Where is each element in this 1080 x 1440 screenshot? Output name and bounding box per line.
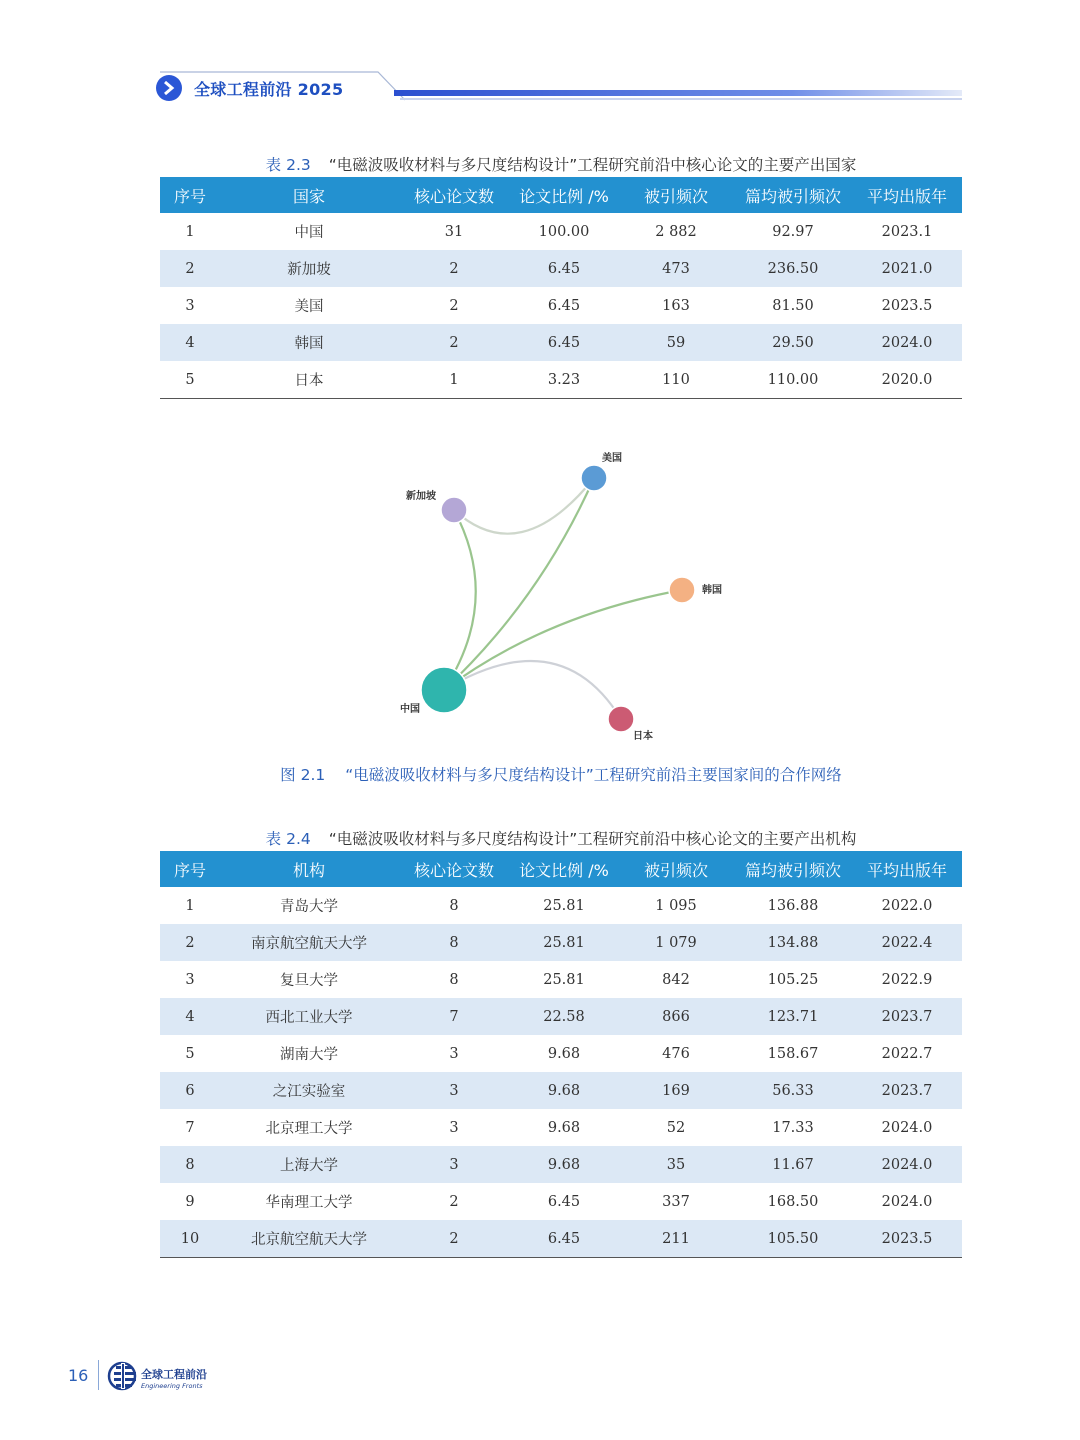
column-header: 机构: [220, 851, 398, 887]
table-number: 表 2.4: [265, 830, 311, 848]
table-cell: 4: [160, 998, 220, 1035]
table-cell: 北京航空航天大学: [220, 1220, 398, 1258]
table-cell: 123.71: [734, 998, 852, 1035]
table-cell: 25.81: [543, 897, 585, 914]
table-cell: 9.68: [510, 1146, 618, 1183]
table-cell: 163: [662, 297, 690, 314]
table-cell: 1 095: [655, 897, 697, 914]
table-cell: 1: [185, 223, 195, 240]
table-cell: 211: [618, 1220, 734, 1258]
table-cell: 168.50: [767, 1193, 819, 1210]
table-cell: 6: [160, 1072, 220, 1109]
table-cell: 6.45: [547, 297, 581, 314]
table-cell: 3: [185, 297, 195, 314]
network-node-usa: [581, 465, 607, 491]
table-cell: 2 882: [655, 223, 697, 240]
table-cell: 6.45: [510, 324, 618, 361]
table-cell: 2022.0: [881, 897, 933, 914]
table-cell: 之江实验室: [220, 1072, 398, 1109]
network-node-korea: [669, 577, 695, 603]
institutions-table: [160, 851, 962, 1258]
figure-title: “电磁波吸收材料与多尺度结构设计”工程研究前沿主要国家间的合作网络: [345, 766, 842, 784]
figure-number: 图 2.1: [280, 766, 326, 784]
table-cell: 6.45: [510, 250, 618, 287]
table-row: [160, 998, 962, 1035]
table-cell: 2: [398, 250, 510, 287]
table-cell: 8: [160, 1146, 220, 1183]
table-cell: 复旦大学: [280, 973, 338, 989]
table-cell: 新加坡: [220, 250, 398, 287]
table-cell: 2023.1: [881, 223, 933, 240]
table-title: “电磁波吸收材料与多尺度结构设计”工程研究前沿中核心论文的主要产出机构: [328, 830, 857, 848]
figure-caption: [160, 763, 962, 785]
footer-logo-subtext: Engineering Fronts: [141, 1382, 203, 1390]
table-caption: [160, 827, 962, 849]
table-cell: 7: [185, 1119, 195, 1136]
table-cell: 11.67: [734, 1146, 852, 1183]
table-cell: 3: [185, 971, 195, 988]
table-cell: 3: [449, 1045, 459, 1062]
table-cell: 134.88: [734, 924, 852, 961]
network-link-china-japan: [444, 661, 621, 719]
table-cell: 31: [444, 223, 464, 240]
table-cell: 5: [160, 361, 220, 399]
table-cell: 5: [185, 1045, 195, 1062]
table-cell: 湖南大学: [280, 1047, 338, 1063]
network-link-singapore-usa: [454, 478, 594, 534]
table-cell: 9.68: [547, 1119, 581, 1136]
network-node-label: 中国: [400, 704, 420, 715]
table-cell: 1: [185, 897, 195, 914]
network-link-china-korea: [444, 590, 682, 690]
table-cell: 2: [449, 297, 459, 314]
table-cell: 北京理工大学: [265, 1121, 353, 1137]
table-cell: 2022.4: [852, 924, 962, 961]
column-header: 序号: [160, 177, 220, 213]
table-cell: 92.97: [772, 223, 814, 240]
table-cell: 29.50: [734, 324, 852, 361]
table-cell: 59: [618, 324, 734, 361]
table-row: [160, 1072, 962, 1109]
column-header: 平均出版年: [852, 851, 962, 887]
table-cell: 2024.0: [881, 1193, 933, 1210]
table-cell: 473: [618, 250, 734, 287]
table-cell: 美国: [294, 299, 324, 315]
table-cell: 2020.0: [852, 361, 962, 399]
table-cell: 1: [398, 361, 510, 399]
table-row: [160, 887, 962, 924]
table-cell: 南京航空航天大学: [220, 924, 398, 961]
table-cell: 100.00: [538, 223, 590, 240]
network-node-label: 韩国: [702, 585, 722, 596]
column-header: 被引频次: [618, 851, 734, 887]
table-cell: 2024.0: [852, 1146, 962, 1183]
table-cell: 3: [398, 1072, 510, 1109]
table-cell: 4: [160, 324, 220, 361]
table-cell: 2: [160, 250, 220, 287]
page-number: 16: [68, 1366, 89, 1385]
table-title: “电磁波吸收材料与多尺度结构设计”工程研究前沿中核心论文的主要产出国家: [328, 156, 857, 174]
table-row: [160, 961, 962, 998]
table-cell: 青岛大学: [280, 899, 338, 915]
table-cell: 1 079: [618, 924, 734, 961]
table-cell: 158.67: [767, 1045, 819, 1062]
network-node-singapore: [441, 497, 467, 523]
table-cell: 105.25: [767, 971, 819, 988]
table-row: [160, 1146, 962, 1183]
table-cell: 169: [618, 1072, 734, 1109]
column-header: 核心论文数: [398, 177, 510, 213]
table-cell: 2: [449, 1193, 459, 1210]
table-cell: 2023.7: [852, 998, 962, 1035]
table-cell: 35: [618, 1146, 734, 1183]
table-row: [160, 1035, 962, 1072]
table-cell: 3: [398, 1146, 510, 1183]
table-row: [160, 1109, 962, 1146]
table-cell: 西北工业大学: [220, 998, 398, 1035]
column-header: 核心论文数: [398, 851, 510, 887]
table-cell: 2024.0: [852, 324, 962, 361]
table-cell: 9.68: [510, 1072, 618, 1109]
table-cell: 6.45: [510, 1220, 618, 1258]
table-cell: 韩国: [220, 324, 398, 361]
column-header: 被引频次: [618, 177, 734, 213]
table-cell: 8: [449, 897, 459, 914]
table-cell: 337: [662, 1193, 690, 1210]
table-header-row: [160, 851, 962, 887]
table-cell: 8: [398, 924, 510, 961]
network-node-japan: [608, 706, 634, 732]
table-cell: 10: [160, 1220, 220, 1258]
network-node-label: 美国: [602, 453, 622, 464]
table-row: [160, 924, 962, 961]
table-cell: 105.50: [734, 1220, 852, 1258]
column-header: 平均出版年: [852, 177, 962, 213]
header-title: 全球工程前沿 2025: [194, 80, 344, 99]
table-cell: 3: [449, 1119, 459, 1136]
column-header: 篇均被引频次: [734, 177, 852, 213]
network-node-china: [421, 667, 467, 713]
table-cell: 136.88: [767, 897, 819, 914]
table-cell: 中国: [294, 225, 324, 241]
table-cell: 17.33: [772, 1119, 814, 1136]
table-cell: 日本: [220, 361, 398, 399]
table-cell: 2022.9: [881, 971, 933, 988]
table-cell: 6.45: [547, 1193, 581, 1210]
footer-divider: [98, 1360, 99, 1390]
table-cell: 3.23: [510, 361, 618, 399]
table-cell: 2023.7: [852, 1072, 962, 1109]
table-cell: 2: [398, 1220, 510, 1258]
table-row: [160, 1183, 962, 1220]
table-cell: 9.68: [547, 1045, 581, 1062]
table-cell: 上海大学: [220, 1146, 398, 1183]
table-cell: 9: [185, 1193, 195, 1210]
table-cell: 2024.0: [881, 1119, 933, 1136]
table-cell: 110: [618, 361, 734, 399]
column-header: 论文比例 /%: [510, 851, 618, 887]
table-cell: 842: [662, 971, 690, 988]
table-cell: 2: [160, 924, 220, 961]
table-cell: 52: [666, 1119, 686, 1136]
column-header: 序号: [160, 851, 220, 887]
table-row: [160, 1220, 962, 1258]
table-cell: 25.81: [543, 971, 585, 988]
network-node-label: 日本: [633, 731, 653, 742]
engineering-fronts-logo-icon: [106, 1360, 140, 1392]
table-cell: 华南理工大学: [265, 1195, 353, 1211]
column-header: 国家: [220, 177, 398, 213]
table-cell: 8: [449, 971, 459, 988]
table-cell: 476: [662, 1045, 690, 1062]
network-node-label: 新加坡: [406, 491, 436, 502]
table-cell: 7: [398, 998, 510, 1035]
table-cell: 2021.0: [852, 250, 962, 287]
table-cell: 2022.7: [881, 1045, 933, 1062]
table-cell: 25.81: [510, 924, 618, 961]
column-header: 论文比例 /%: [510, 177, 618, 213]
column-header: 篇均被引频次: [734, 851, 852, 887]
table-cell: 110.00: [734, 361, 852, 399]
table-cell: 2: [398, 324, 510, 361]
table-cell: 2023.5: [852, 1220, 962, 1258]
table-cell: 22.58: [510, 998, 618, 1035]
table-cell: 2023.5: [881, 297, 933, 314]
footer-logo-text: 全球工程前沿: [141, 1368, 207, 1381]
table-cell: 56.33: [734, 1072, 852, 1109]
table-cell: 236.50: [734, 250, 852, 287]
table-cell: 81.50: [772, 297, 814, 314]
table-cell: 866: [618, 998, 734, 1035]
table-number: 表 2.3: [265, 156, 311, 174]
